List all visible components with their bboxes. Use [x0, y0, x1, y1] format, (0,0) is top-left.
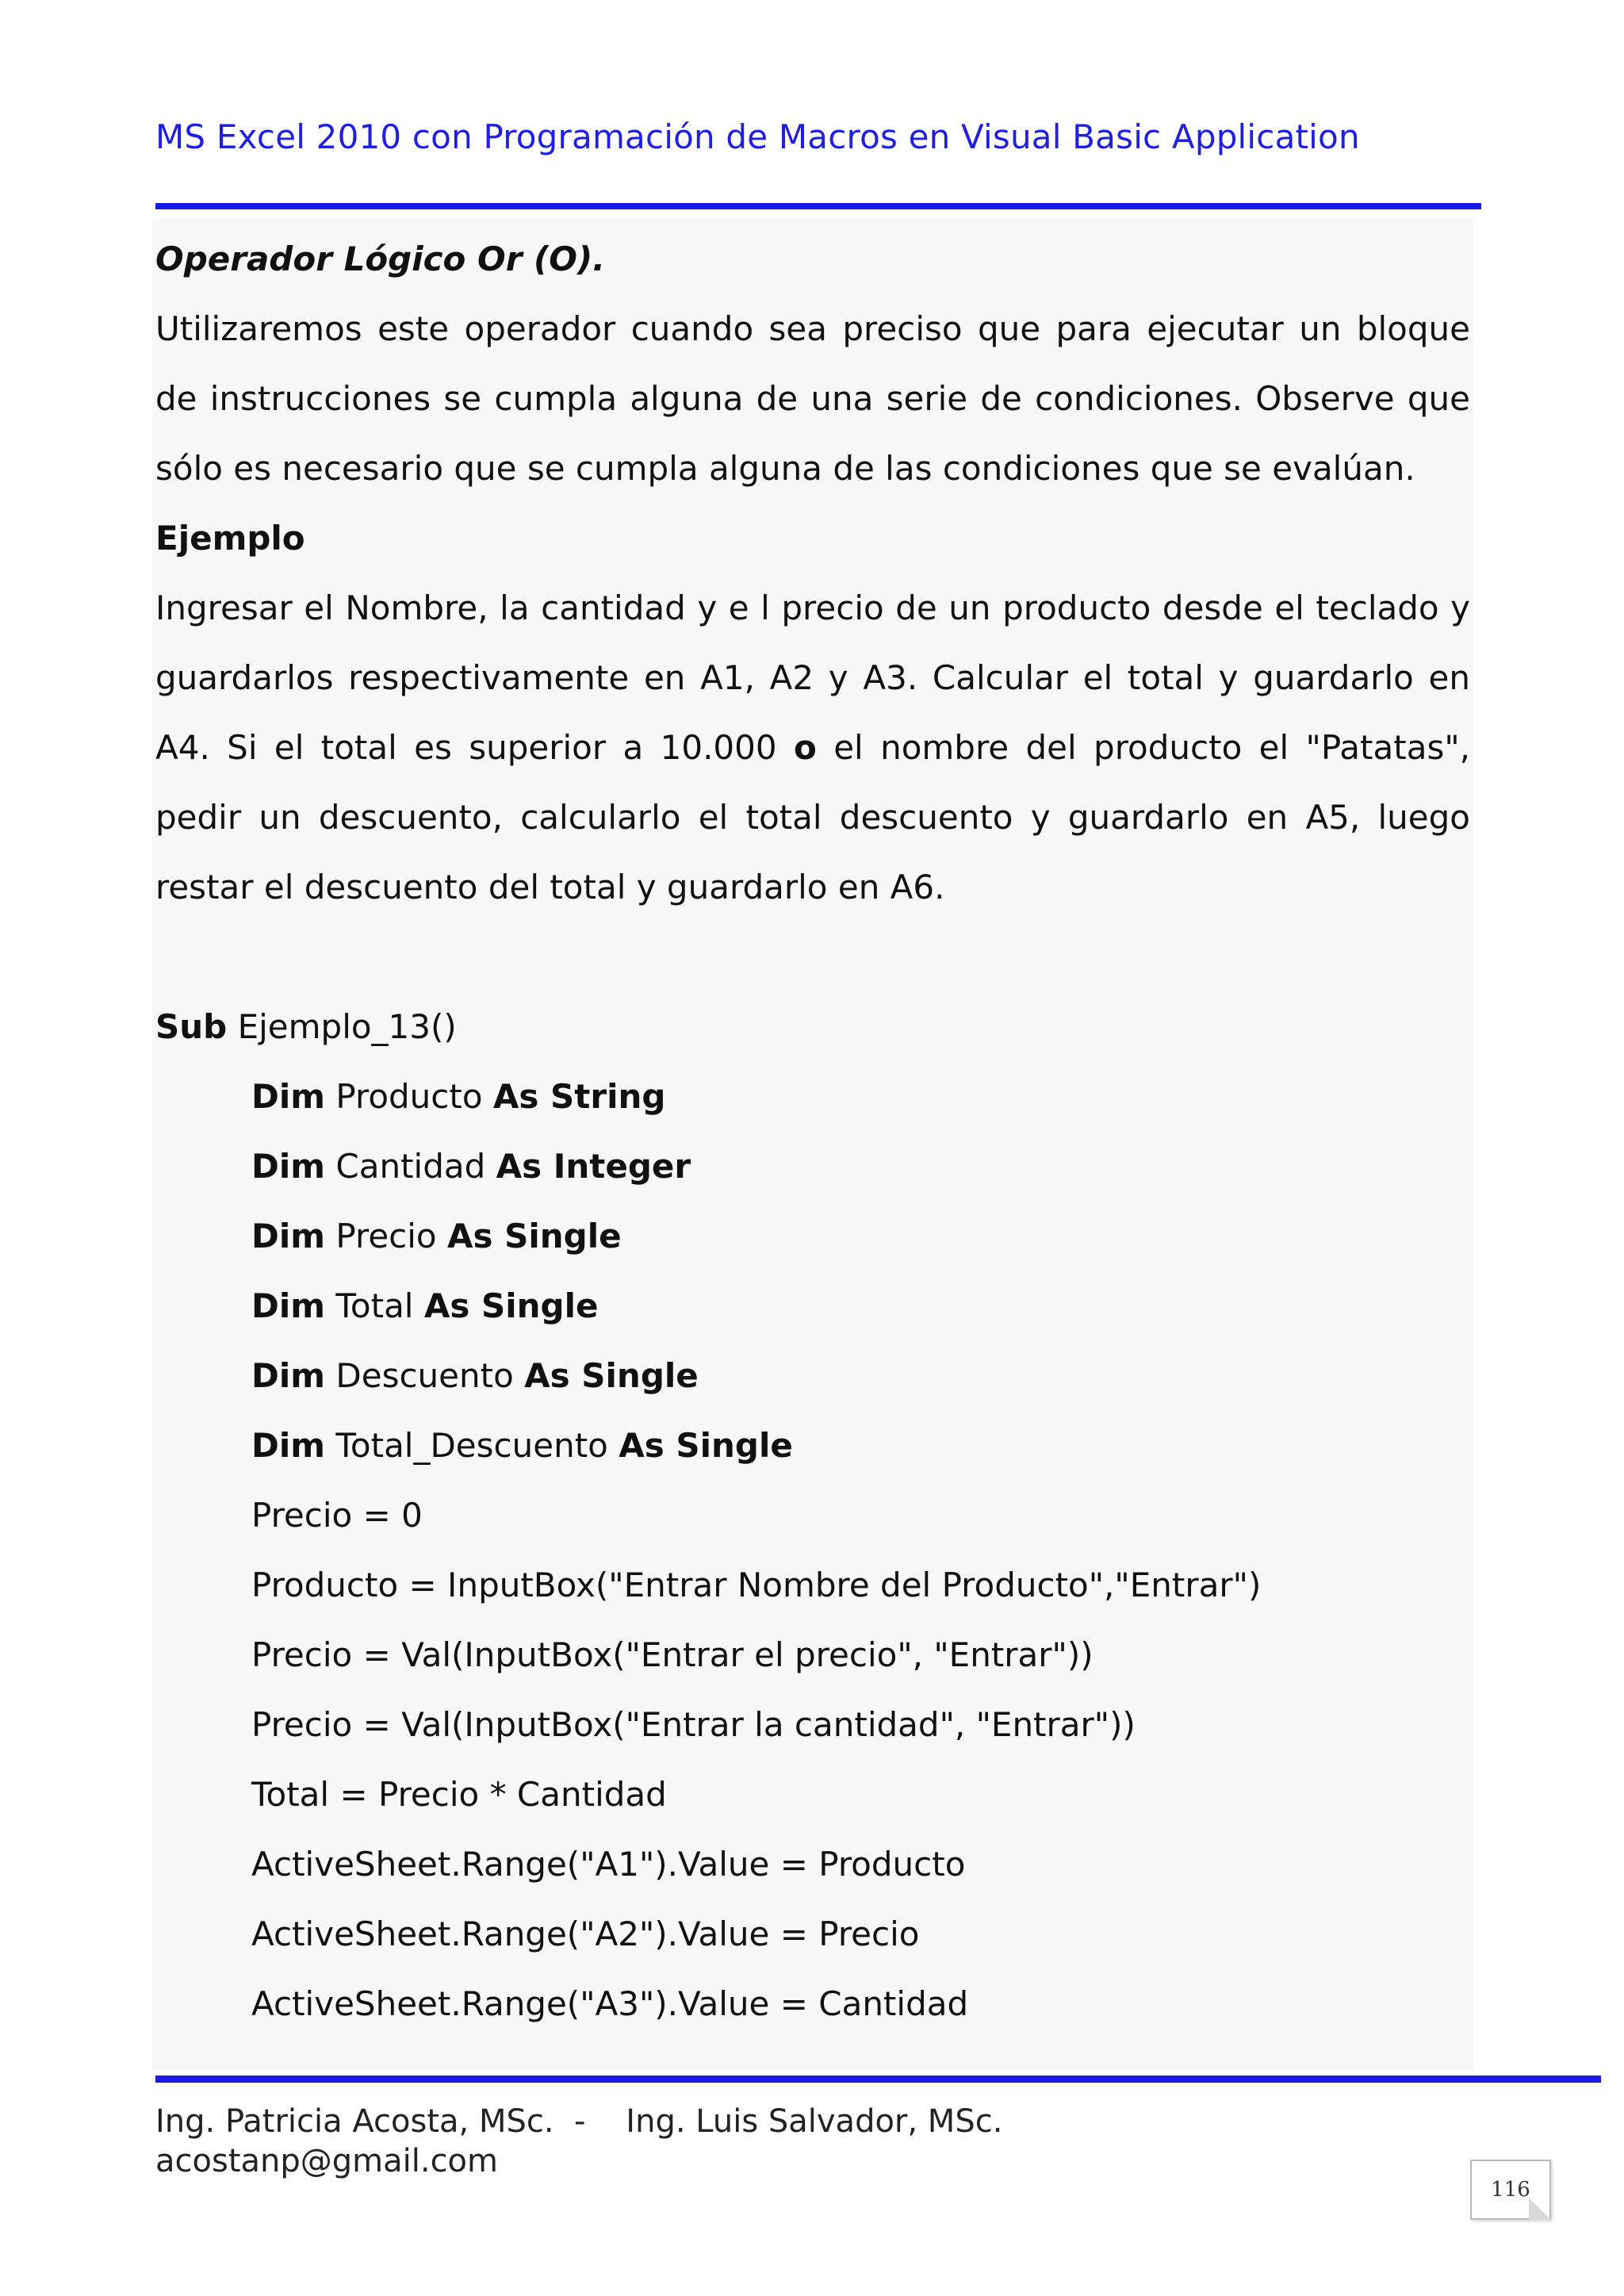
page-content	[155, 224, 1470, 2039]
code-variable: Precio	[325, 1217, 447, 1255]
code-dim-line	[155, 1132, 1470, 1202]
code-variable: Descuento	[325, 1356, 525, 1395]
code-sub-name: Ejemplo_13()	[227, 1007, 457, 1046]
code-keyword: Dim	[251, 1286, 326, 1325]
code-variable: Total	[325, 1286, 424, 1325]
page-number-box	[1470, 2160, 1551, 2220]
example-text-bold-or: o	[793, 728, 817, 767]
page-number: 116	[1491, 2178, 1530, 2202]
code-statement: ActiveSheet.Range("A1").Value = Producto	[251, 1845, 966, 1884]
code-variable: Total_Descuento	[325, 1426, 619, 1465]
code-statement: ActiveSheet.Range("A3").Value = Cantidad	[251, 1984, 969, 2023]
code-dim-line	[155, 1411, 1470, 1481]
footer-rule	[155, 2076, 1601, 2083]
example-text-part-1: Ingresar el Nombre, la cantidad y e l precio de un producto desde el teclado y guardarlos respectivamente en A1, A2 y A3. Calcular el total y guardarlo en A4. Si el total es superior a 10.000	[155, 588, 1470, 767]
code-type: As Single	[423, 1286, 599, 1325]
code-keyword: Dim	[251, 1356, 326, 1395]
code-variable: Producto	[325, 1077, 493, 1116]
code-keyword: Dim	[251, 1147, 326, 1186]
code-keyword: Dim	[251, 1077, 326, 1116]
code-statement: Precio = Val(InputBox("Entrar el precio", "Entrar"))	[251, 1635, 1094, 1674]
code-type: As Single	[619, 1426, 793, 1465]
code-statement: Precio = 0	[251, 1496, 423, 1535]
example-paragraph	[155, 573, 1470, 922]
footer-email: acostanp@gmail.com	[155, 2143, 498, 2179]
example-label: Ejemplo	[155, 519, 305, 558]
code-type: As Integer	[496, 1147, 691, 1186]
spacer	[155, 922, 1470, 992]
code-statement: Producto = InputBox("Entrar Nombre del Producto","Entrar")	[251, 1566, 1262, 1604]
section-heading: Operador Lógico Or (O).	[155, 240, 606, 278]
footer-authors: Ing. Patricia Acosta, MSc. - Ing. Luis Salvador, MSc.	[155, 2103, 1003, 2140]
code-dim-line	[155, 1202, 1470, 1271]
code-dim-line	[155, 1062, 1470, 1132]
code-keyword: Dim	[251, 1426, 326, 1465]
example-text-part-2: el nombre del producto el "Patatas", pedir un descuento, calcularlo el total descuento y guardarlo en A5, luego restar el descuento del total y guardarlo en A6.	[155, 728, 1470, 907]
page-fold-corner	[1529, 2198, 1551, 2220]
code-keyword: Sub	[155, 1007, 228, 1046]
code-sub-line	[155, 992, 1470, 1062]
code-type: As Single	[446, 1217, 622, 1255]
header-rule	[155, 203, 1481, 209]
code-variable: Cantidad	[325, 1147, 496, 1186]
code-keyword: Dim	[251, 1217, 326, 1255]
code-type: As Single	[524, 1356, 699, 1395]
code-dim-line	[155, 1341, 1470, 1411]
code-statement: Total = Precio * Cantidad	[251, 1775, 667, 1814]
code-statement: ActiveSheet.Range("A2").Value = Precio	[251, 1915, 920, 1953]
code-block	[155, 992, 1470, 2039]
code-type: As String	[492, 1077, 666, 1116]
code-statement: Precio = Val(InputBox("Entrar la cantidad", "Entrar"))	[251, 1705, 1136, 1744]
code-dim-line	[155, 1271, 1470, 1341]
document-header-title: MS Excel 2010 con Programación de Macros en Visual Basic Application	[155, 117, 1360, 156]
intro-paragraph: Utilizaremos este operador cuando sea preciso que para ejecutar un bloque de instrucciones se cumpla alguna de una serie de condiciones. Observe que sólo es necesario que se cumpla alguna de las condiciones que se evalúan.	[155, 309, 1470, 488]
